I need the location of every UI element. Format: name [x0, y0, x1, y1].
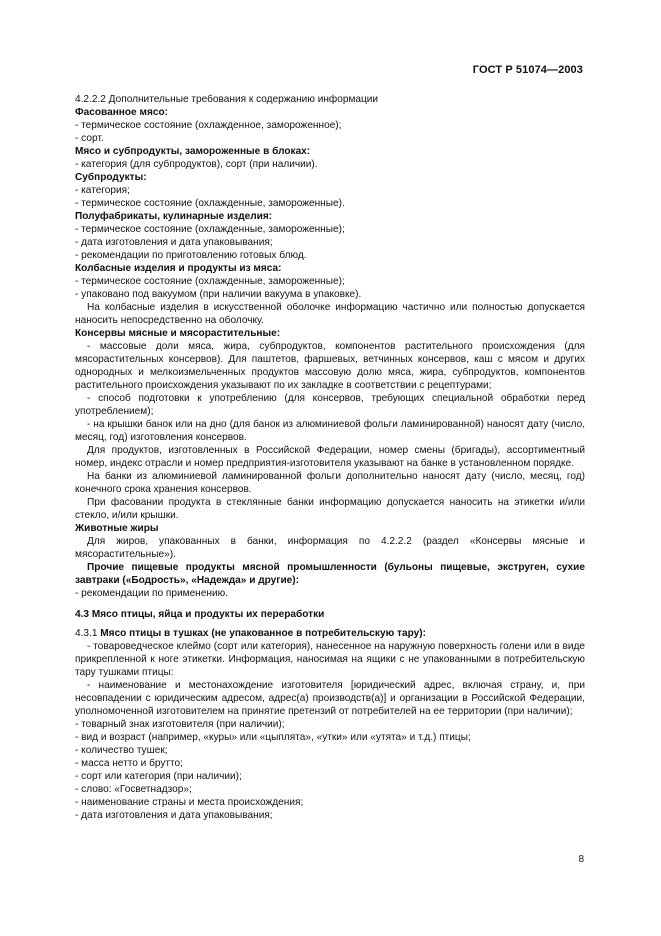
list-item: - сорт или категория (при наличии); — [75, 771, 242, 782]
paragraph: - товароведческое клеймо (сорт или категория), нанесенное на наружную поверхность голени или в виде прикрепленной к ноге этикетки. Информация, наносимая на ящики с не упакованными в потребительскую тару тушками птицы: — [75, 641, 585, 678]
paragraph: Для продуктов, изготовленных в Российской Федерации, номер смены (бригады), ассортиментный номер, индекс отрасли и номер предприятия-изготовителя указывают на банке в установленном порядке. — [75, 445, 585, 469]
section-heading: Фасованное мясо: — [75, 107, 168, 118]
section-heading: Колбасные изделия и продукты из мяса: — [75, 263, 282, 274]
clause-title: 4.2.2.2 Дополнительные требования к содержанию информации — [75, 94, 379, 105]
list-item: - слово: «Госветнадзор»; — [75, 784, 192, 795]
subsection-number: 4.3.1 — [75, 628, 98, 639]
list-item: - вид и возраст (например, «куры» или «цыплята», «утки» или «утята» и т.д.) птицы; — [75, 732, 471, 743]
list-item: - термическое состояние (охлажденное, замороженное); — [75, 120, 342, 131]
list-item: - рекомендации по применению. — [75, 588, 228, 599]
list-item: - рекомендации по приготовлению готовых блюд. — [75, 250, 307, 261]
list-item: - категория; — [75, 185, 130, 196]
paragraph: На банки из алюминиевой ламинированной фольги дополнительно наносят дату (число, месяц, год) конечного срока хранения консервов. — [75, 471, 585, 495]
section-heading: Субпродукты: — [75, 172, 147, 183]
page-number: 8 — [578, 854, 584, 865]
section-heading: Мясо и субпродукты, замороженные в блоках: — [75, 146, 311, 157]
paragraph: - способ подготовки к употреблению (для консервов, требующих специальной обработки перед употреблением); — [75, 393, 585, 417]
document-body — [75, 93, 585, 822]
section-heading: Прочие пищевые продукты мясной промышленности (бульоны пищевые, экструген, сухие завтраки («Бодрость», «Надежда» и другие): — [75, 562, 585, 586]
section-title: 4.3 Мясо птицы, яйца и продукты их переработки — [75, 609, 325, 620]
list-item: - термическое состояние (охлажденные, замороженные); — [75, 224, 345, 235]
list-item: - количество тушек; — [75, 745, 168, 756]
list-item: - наименование страны и места происхождения; — [75, 797, 304, 808]
paragraph: - массовые доли мяса, жира, субпродуктов, компонентов растительного происхождения (для мясорастительных консервов). Для паштетов, фаршевых, ветчинных консервов, каш с мясом и других однородных и мелкоизмельченных продуктов массовую долю мяса, жира, субпродуктов, компонентов растительного происхождения указывают по их закладке в соответствии с рецептурами; — [75, 341, 585, 391]
document-header: ГОСТ Р 51074—2003 — [472, 64, 583, 76]
list-item: - категория (для субпродуктов), сорт (при наличии). — [75, 159, 318, 170]
list-item: - термическое состояние (охлажденные, замороженные); — [75, 276, 345, 287]
paragraph: На колбасные изделия в искусственной оболочке информацию частично или полностью допускается наносить непосредственно на оболочку. — [75, 302, 585, 326]
list-item: - термическое состояние (охлажденные, замороженные). — [75, 198, 345, 209]
paragraph: - наименование и местонахождение изготовителя [юридический адрес, включая страну, и, при несовпадении с юридическим адресом, адрес(а) производств(а)] и организации в Российской Федерации, уполномоченной изготовителем на принятие претензий от потребителей на ее территории (при наличии); — [75, 680, 585, 717]
section-heading: Полуфабрикаты, кулинарные изделия: — [75, 211, 273, 222]
section-heading: Животные жиры — [75, 523, 159, 534]
paragraph: Для жиров, упакованных в банки, информация по 4.2.2.2 (раздел «Консервы мясные и мясорастительные»). — [75, 536, 585, 560]
list-item: - масса нетто и брутто; — [75, 758, 183, 769]
paragraph: - на крышки банок или на дно (для банок из алюминиевой фольги ламинированной) наносят дату (число, месяц, год) изготовления консервов. — [75, 419, 585, 443]
list-item: - дата изготовления и дата упаковывания; — [75, 237, 273, 248]
paragraph: При фасовании продукта в стеклянные банки информацию допускается наносить на этикетки и/или стекло, и/или крышки. — [75, 497, 585, 521]
list-item: - упаковано под вакуумом (при наличии вакуума в упаковке). — [75, 289, 362, 300]
subsection-text: Мясо птицы в тушках (не упакованное в потребительскую тару): — [100, 628, 426, 639]
list-item: - товарный знак изготовителя (при наличии); — [75, 719, 285, 730]
subsection-title — [75, 627, 585, 640]
section-heading: Консервы мясные и мясорастительные: — [75, 328, 281, 339]
list-item: - дата изготовления и дата упаковывания; — [75, 810, 273, 821]
list-item: - сорт. — [75, 133, 104, 144]
